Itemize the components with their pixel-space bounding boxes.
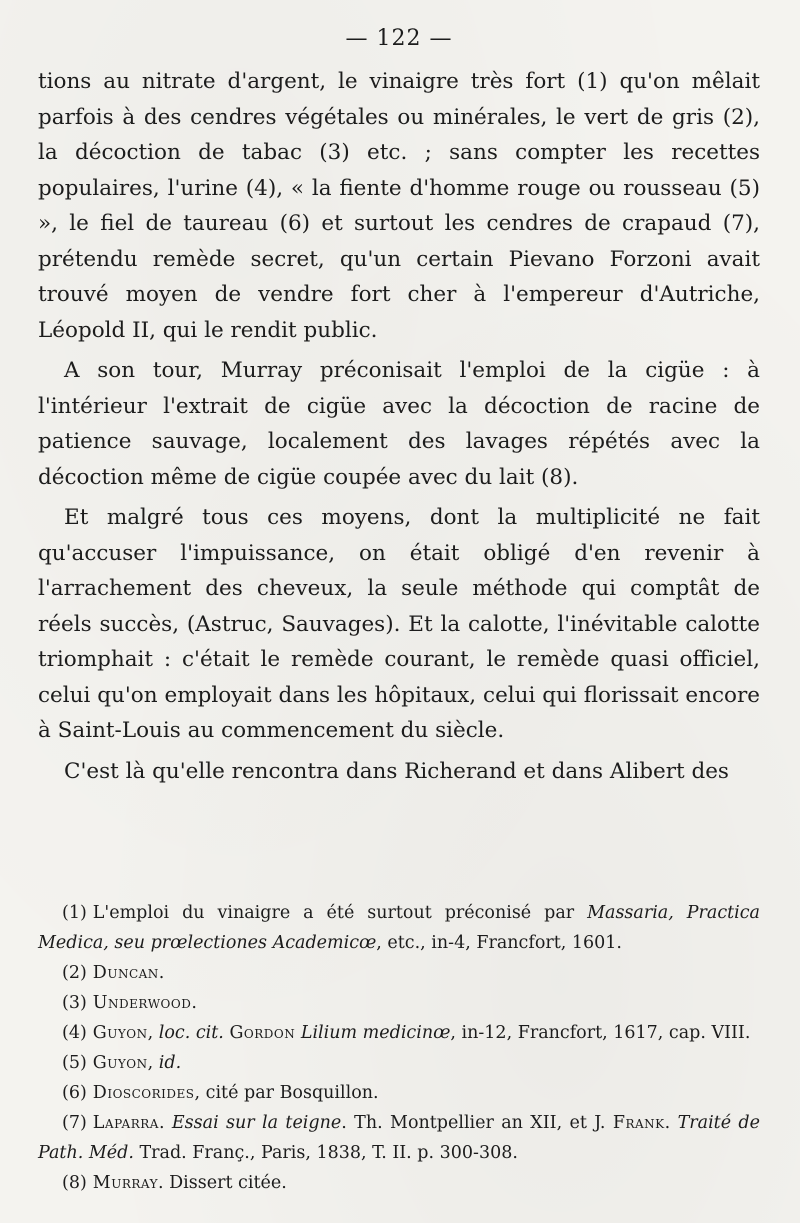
footnote-marker: (3) [62, 993, 87, 1013]
footnote-text: Dioscorides [92, 1083, 195, 1103]
paragraph-continued: tions au nitrate d'argent, le vinaigre très fort (1) qu'on mêlait parfois à des cendres végétales ou minérales, le vert de gris (2), la décoction de tabac (3) etc. ; sans compter les recettes populaires, l'urine (4), « la fiente d'homme rouge ou rousseau (5) », le fiel de taureau (6) et surtout les cendres de crapaud (7), prétendu remède secret, qu'un certain Pievano Forzoni avait trouvé moyen de vendre fort cher à l'empereur d'Autriche, Léopold II, qui le rendit public. [38, 69, 760, 343]
footnote-text: . Dissert citée. [158, 1173, 287, 1193]
footnote-text: Underwood. [92, 993, 198, 1013]
footnote-text: L'emploi du vinaigre a été surtout préconisé par [92, 903, 588, 923]
footnote-text: , [147, 1053, 159, 1073]
footnote-text: id. [158, 1053, 182, 1073]
footnote-5 [38, 1048, 760, 1078]
footnote-text: . [664, 1113, 678, 1133]
footnote-6 [38, 1078, 760, 1108]
footnote-marker: (1) [62, 903, 87, 923]
footnote-text: Guyon [92, 1023, 148, 1043]
footnote-text: . Th. Montpellier an XII, et J. [341, 1113, 613, 1133]
footnote-text: Murray [92, 1173, 159, 1193]
paragraph-murray: A son tour, Murray préconisait l'emploi de la cigüe : à l'intérieur l'extrait de cigüe avec la décoction de racine de patience sauvage, localement des lavages répétés avec la décoction même de cigüe coupée avec du lait (8). [38, 358, 760, 490]
footnote-text: , [147, 1023, 159, 1043]
main-text [38, 64, 760, 789]
footnote-text: Massaria, Practica Medica, seu prœlectiones Academicœ [38, 903, 760, 953]
footnote-text: Guyon [92, 1053, 148, 1073]
footnote-7 [38, 1108, 760, 1168]
paragraph-richerand: C'est là qu'elle rencontra dans Richerand et dans Alibert des [64, 758, 729, 784]
footnote-text: Traité de Path. Méd. [38, 1113, 760, 1163]
footnote-text: Duncan. [92, 963, 165, 983]
footnote-8 [38, 1168, 760, 1198]
footnote-text: Frank [612, 1113, 665, 1133]
paragraph-calotte: Et malgré tous ces moyens, dont la multiplicité ne fait qu'accuser l'impuissance, on était obligé d'en revenir à l'arrachement des cheveux, la seule méthode qui comptât de réels succès, (Astruc, Sauvages). Et la calotte, l'inévitable calotte triomphait : c'était le remède courant, le remède quasi officiel, celui qu'on employait dans les hôpitaux, celui qui florissait encore à Saint-Louis au commencement du siècle. [38, 505, 760, 743]
footnote-text: , etc., in-4, Francfort, 1601. [376, 933, 622, 953]
footnote-marker: (8) [62, 1173, 87, 1193]
footnote-text: , cité par Bosquillon. [194, 1083, 379, 1103]
footnote-3 [38, 988, 760, 1018]
footnote-text: , in-12, Francfort, 1617, cap. VIII. [450, 1023, 751, 1043]
footnote-marker: (6) [62, 1083, 87, 1103]
footnote-1 [38, 898, 760, 958]
footnote-marker: (5) [62, 1053, 87, 1073]
footnote-2 [38, 958, 760, 988]
footnote-text: Lilium medicinœ [300, 1023, 451, 1043]
footnote-marker: (2) [62, 963, 87, 983]
footnote-marker: (7) [62, 1113, 87, 1133]
footnotes [38, 898, 760, 1198]
footnote-marker: (4) [62, 1023, 87, 1043]
footnote-text: Gordon [229, 1023, 296, 1043]
footnote-text: Laparra [92, 1113, 159, 1133]
page-number: — 122 — [345, 26, 453, 51]
footnote-text: Trad. Franç., Paris, 1838, T. II. p. 300-308. [133, 1143, 518, 1163]
footnote-text: . [158, 1113, 172, 1133]
footnote-text: loc. cit. [158, 1023, 224, 1043]
footnote-4 [38, 1018, 760, 1048]
footnote-text: Essai sur la teigne [171, 1113, 342, 1133]
